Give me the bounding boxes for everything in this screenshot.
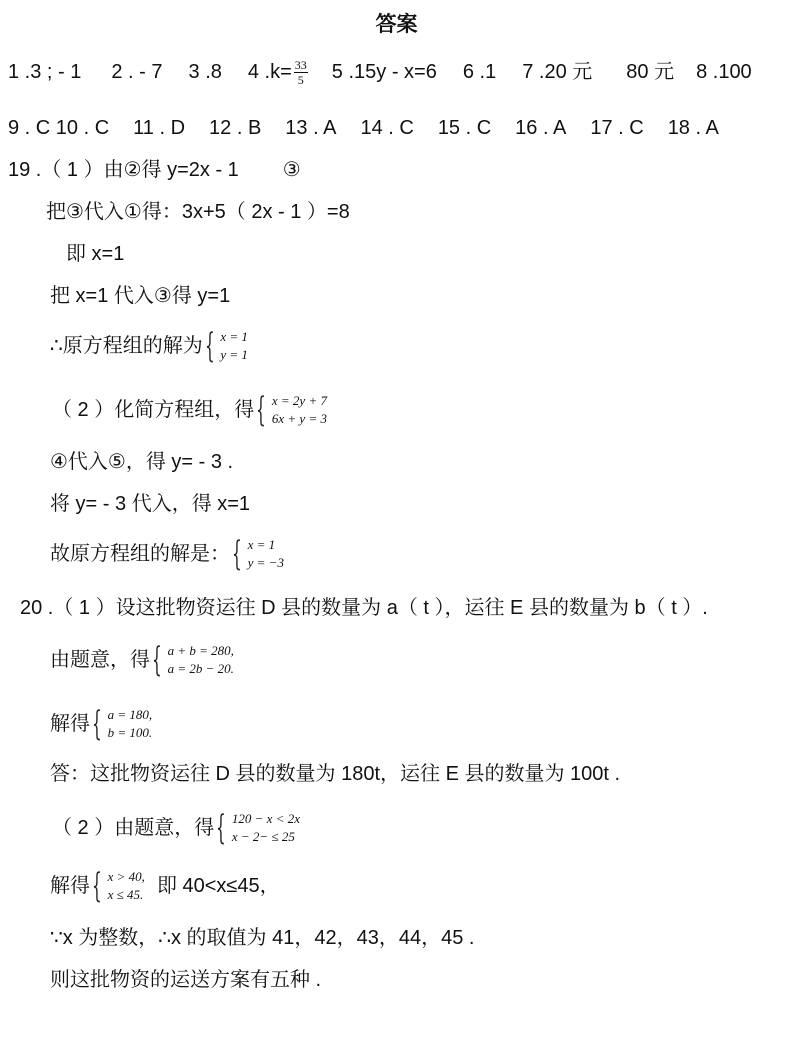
answer-14: 14 . C [360,117,414,139]
q19-line-9 [50,536,284,572]
answer-row-2 [8,114,719,142]
q19-step-8: 将 y= - 3 代入，得 x=1 [50,493,251,515]
equation-row: x − 2− ≤ 25 [231,829,295,844]
q19-step-5: ∴原方程组的解为 [50,335,203,357]
fraction-numerator: 33 [294,57,307,72]
answer-6: 6 .1 [462,61,497,83]
equation-row: x = 2y + 7 [271,393,327,408]
q19-line-6 [52,392,327,428]
equation-row: a = 2b − 20. [167,661,234,676]
q19-line-5 [50,328,248,364]
q19-step-7: ④代入⑤，得 y= - 3 . [50,451,234,473]
equation-row: 120 − x < 2x [231,811,300,826]
equation-row: y = 1 [220,347,248,362]
q19-marker: ③ [282,159,301,181]
q20-line-6 [50,868,280,904]
q20-line-5 [52,810,300,846]
q19-step-4: 把 x=1 代入③得 y=1 [50,285,231,307]
answer-5: 5 .15y - x=6 [331,61,437,83]
equation-system: { x = 1 y = 1 [204,326,248,366]
answer-9-10: 9 . C 10 . C [8,117,110,139]
q19-line-7 [50,448,233,476]
fraction [294,59,308,86]
equation-row: x = 1 [220,329,248,344]
q19-line-4 [50,282,230,310]
q19-line-8 [50,490,250,518]
answer-11: 11 . D [133,117,186,139]
q19-step-3: 即 x=1 [66,243,125,265]
equation-row: 6x + y = 3 [271,411,327,426]
answer-8: 8 .100 [696,61,752,83]
answer-17: 17 . C [590,117,644,139]
q20-step-8: 则这批物资的运送方案有五种 . [50,969,322,991]
q20-line-8 [50,966,321,994]
q20-line-3 [50,706,152,742]
q19-step-6: （ 2 ）化简方程组，得 [52,399,255,421]
answer-16: 16 . A [515,117,567,139]
q19-line-1 [8,156,301,184]
q20-line-2 [50,642,234,678]
q19-line-3 [66,240,124,268]
answer-15: 15 . C [437,117,492,139]
equation-system: { x = 1 y = −3 [232,534,284,574]
q19-step-9: 故原方程组的解是： [50,543,230,565]
equation-row: x ≤ 45. [107,887,144,902]
q20-line-4 [50,760,620,788]
answer-7: 7 .20 元 [522,61,593,83]
answer-7-second: 80 元 [626,61,675,83]
answer-12: 12 . B [209,117,262,139]
q20-line-7 [50,924,474,952]
answer-18: 18 . A [667,117,719,139]
equation-system: { a = 180, b = 100. [92,704,153,744]
q20-step-5: （ 2 ）由题意，得 [52,817,215,839]
fraction-denominator: 5 [297,72,304,87]
q20-line-1 [20,594,708,622]
q20-step-3: 解得 [50,713,90,735]
q20-step-2: 由题意，得 [50,649,150,671]
q20-step-1: 20 .（ 1 ）设这批物资运往 D 县的数量为 a（ t ），运往 E 县的数量为 b（ t ）. [20,597,708,619]
answer-4: 4 .k= [247,61,292,83]
equation-system: { 120 − x < 2x x − 2− ≤ 25 [216,808,300,848]
equation-row: x > 40, [107,869,145,884]
page-title: 答案 [375,13,418,36]
equation-row: y = −3 [247,555,284,570]
q20-step-4: 答：这批物资运往 D 县的数量为 180t，运往 E 县的数量为 100t . [50,763,621,785]
q20-step-6-result: 即 40<x≤45， [156,875,280,897]
equation-row: x = 1 [247,537,276,552]
answer-row-1 [8,58,752,86]
answer-2: 2 . - 7 [111,61,163,83]
equation-row: b = 100. [107,725,153,740]
equation-row: a + b = 280, [167,643,234,658]
equation-system: { x > 40, x ≤ 45. [92,866,145,906]
q20-step-6: 解得 [50,875,90,897]
q19-line-2 [46,198,350,226]
q19-step-1: 19 .（ 1 ）由②得 y=2x - 1 [8,159,239,181]
equation-row: a = 180, [107,707,153,722]
answer-1: 1 .3 ; - 1 [8,61,82,83]
q20-step-7: ∵x 为整数，∴x 的取值为 41，42，43，44，45 . [50,927,475,949]
equation-system: { a + b = 280, a = 2b − 20. [152,640,234,680]
answer-3: 3 .8 [188,61,222,83]
q19-step-2: 把③代入①得：3x+5（ 2x - 1 ）=8 [46,201,350,223]
equation-system: { x = 2y + 7 6x + y = 3 [256,390,327,430]
answer-13: 13 . A [285,117,337,139]
